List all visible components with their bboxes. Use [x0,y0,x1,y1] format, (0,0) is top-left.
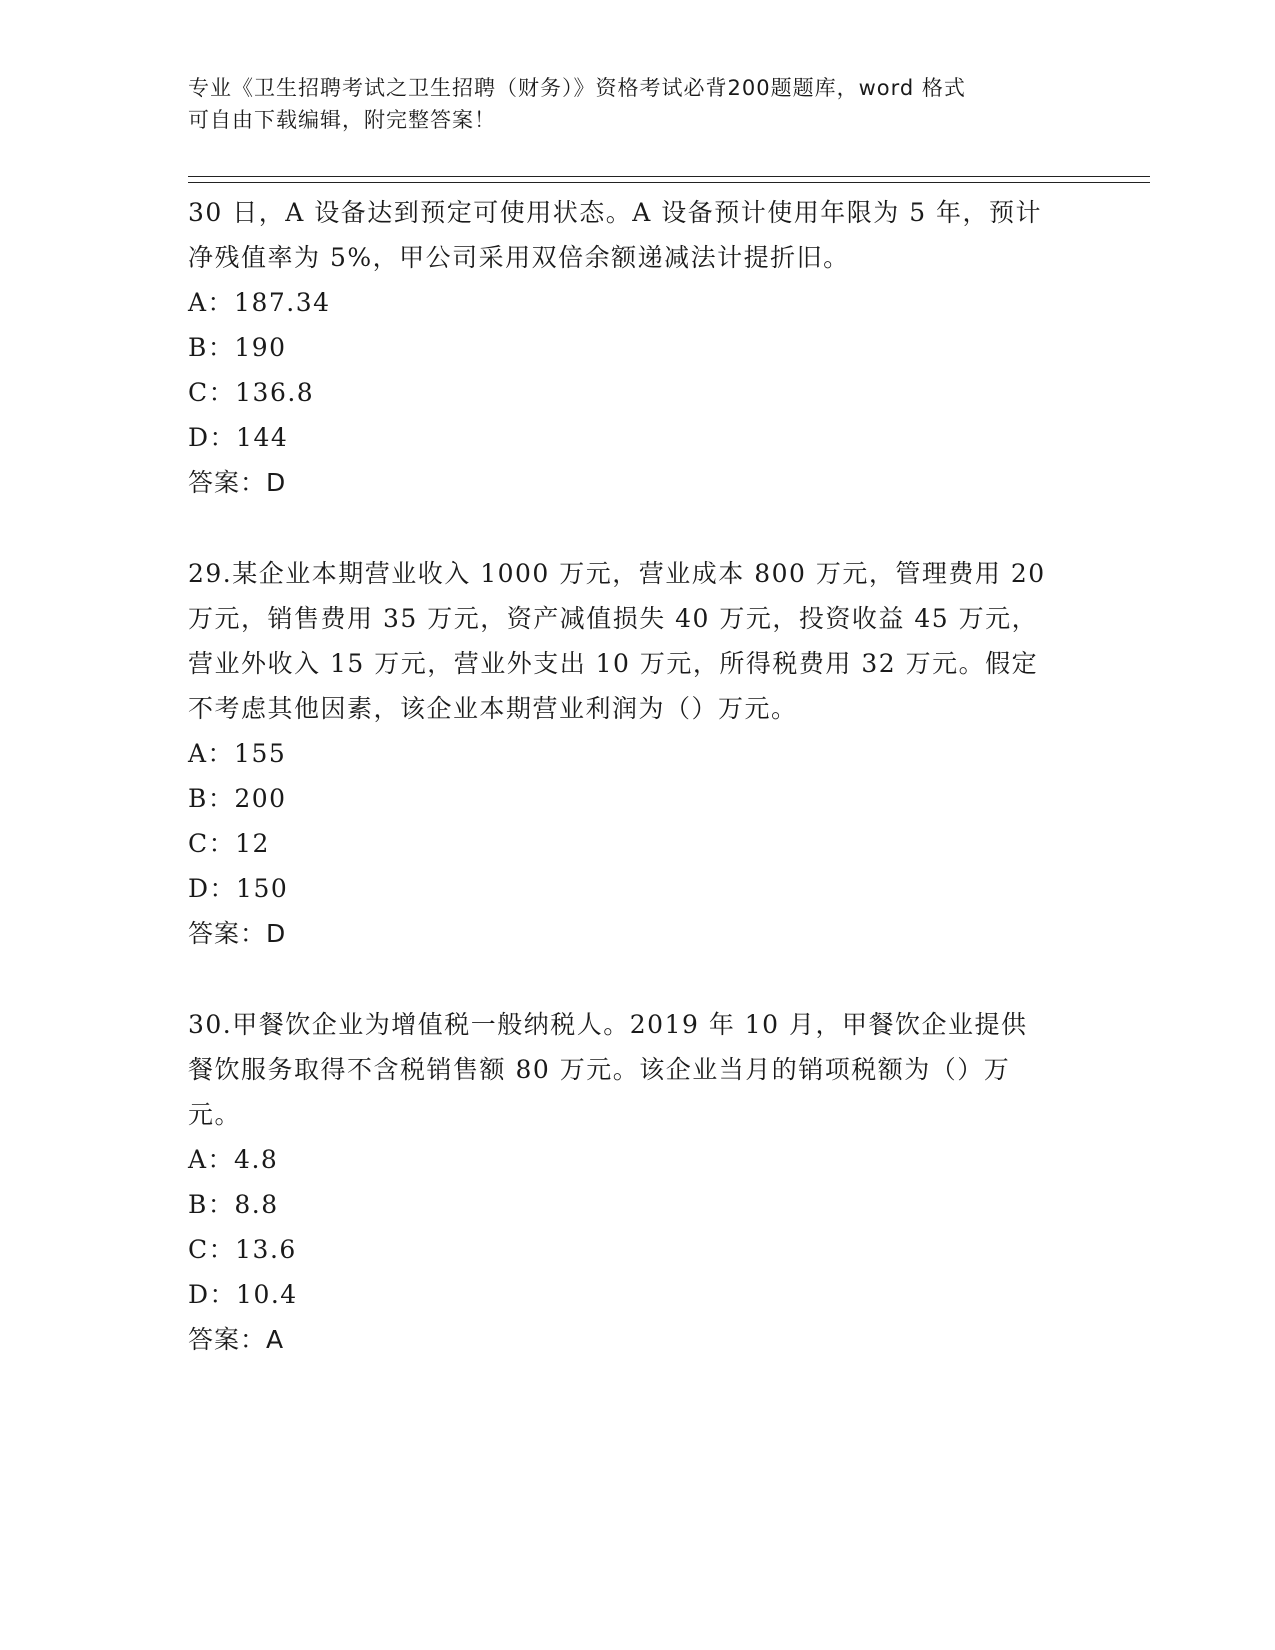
header-divider [188,176,1150,177]
option-a: A：155 [188,739,287,768]
header-divider [188,182,1150,183]
option-c: C：12 [188,829,270,858]
option-a: A：4.8 [188,1145,279,1174]
document-header [188,72,1088,136]
answer: 答案：A [188,1325,285,1354]
question-text-line: 万元，销售费用 35 万元，资产减值损失 40 万元，投资收益 45 万元， [188,604,1039,633]
option-b: B：8.8 [188,1190,279,1219]
option-b: B：200 [188,784,287,813]
header-line: 专业《卫生招聘考试之卫生招聘（财务）》资格考试必背200题题库，word 格式 [188,76,966,100]
question-list [188,190,1088,1362]
answer: 答案：D [188,468,287,497]
question-text-line: 不考虑其他因素，该企业本期营业利润为（）万元。 [188,694,798,723]
question-block [188,551,1088,956]
question-text-line: 餐饮服务取得不含税销售额 80 万元。该企业当月的销项税额为（）万 [188,1055,1011,1084]
question-text-line: 元。 [188,1100,242,1129]
option-d: D：10.4 [188,1280,298,1309]
option-b: B：190 [188,333,287,362]
option-a: A：187.34 [188,288,331,317]
question-text-line: 营业外收入 15 万元，营业外支出 10 万元，所得税费用 32 万元。假定 [188,649,1039,678]
question-text-line: 30 日，A 设备达到预定可使用状态。A 设备预计使用年限为 5 年，预计 [188,198,1043,227]
option-c: C：13.6 [188,1235,297,1264]
option-d: D：144 [188,423,289,452]
question-text-line: 净残值率为 5%，甲公司采用双倍余额递减法计提折旧。 [188,243,850,272]
question-block [188,190,1088,505]
question-block [188,1002,1088,1362]
answer: 答案：D [188,919,287,948]
option-c: C：136.8 [188,378,315,407]
question-text-line: 29.某企业本期营业收入 1000 万元，营业成本 800 万元，管理费用 20 [188,559,1046,588]
header-line: 可自由下载编辑，附完整答案！ [188,108,496,132]
question-text-line: 30.甲餐饮企业为增值税一般纳税人。2019 年 10 月，甲餐饮企业提供 [188,1010,1028,1039]
option-d: D：150 [188,874,289,903]
